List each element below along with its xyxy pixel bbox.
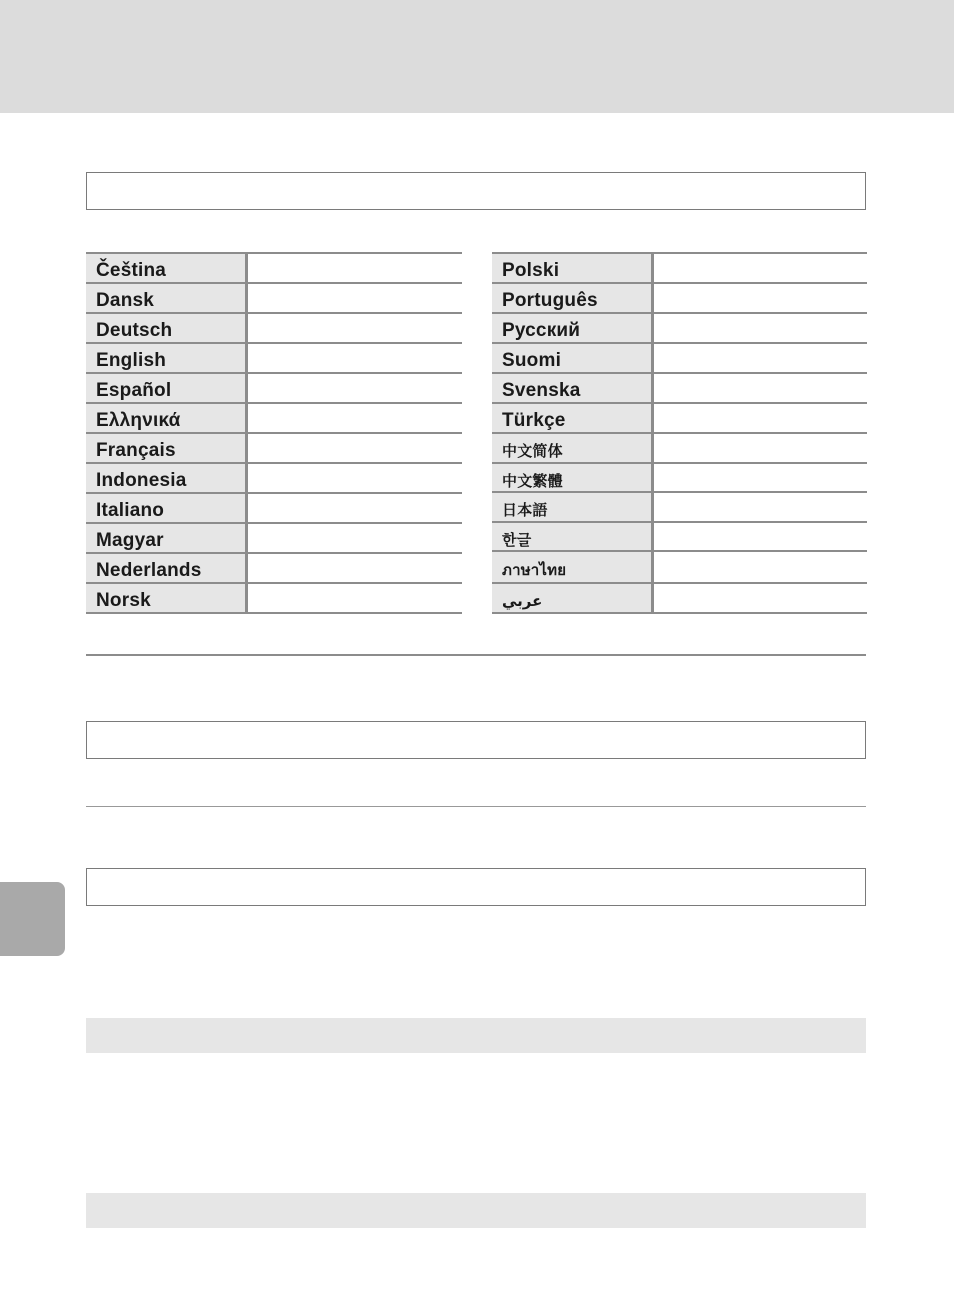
language-description	[247, 433, 462, 463]
language-description	[247, 523, 462, 553]
language-option[interactable]: 中文简体	[492, 433, 653, 463]
table-row	[86, 433, 462, 463]
language-description	[247, 343, 462, 373]
language-option[interactable]: Português	[492, 283, 653, 313]
language-option[interactable]: English	[86, 343, 247, 373]
language-description	[653, 343, 867, 373]
language-option[interactable]: Magyar	[86, 523, 247, 553]
section-divider	[86, 806, 866, 807]
table-row	[492, 373, 867, 403]
language-option[interactable]: Español	[86, 373, 247, 403]
language-option[interactable]: Indonesia	[86, 463, 247, 493]
language-description	[247, 493, 462, 523]
language-description	[653, 253, 867, 283]
table-row	[86, 253, 462, 283]
table-row	[86, 463, 462, 493]
language-description	[653, 403, 867, 433]
language-description	[653, 551, 867, 583]
shaded-band	[86, 1193, 866, 1228]
table-row	[492, 522, 867, 552]
language-description	[653, 313, 867, 343]
table-row	[86, 373, 462, 403]
language-option[interactable]: Русский	[492, 313, 653, 343]
table-row	[86, 493, 462, 523]
language-description	[247, 253, 462, 283]
language-table-left	[86, 252, 462, 614]
language-description	[653, 283, 867, 313]
table-row	[86, 403, 462, 433]
table-row	[492, 403, 867, 433]
chapter-side-tab	[0, 882, 65, 956]
table-row	[86, 553, 462, 583]
language-option[interactable]: عربي	[492, 583, 653, 613]
language-description	[247, 553, 462, 583]
language-option[interactable]: Italiano	[86, 493, 247, 523]
language-option[interactable]: 中文繁體	[492, 463, 653, 493]
language-description	[653, 373, 867, 403]
language-description	[247, 283, 462, 313]
language-table-right	[492, 252, 867, 614]
language-option[interactable]: 한글	[492, 522, 653, 552]
language-description	[247, 463, 462, 493]
language-option[interactable]: Svenska	[492, 373, 653, 403]
section-title-box-2	[86, 721, 866, 759]
section-divider	[86, 654, 866, 656]
table-row	[492, 253, 867, 283]
table-row	[492, 463, 867, 493]
shaded-band	[86, 1018, 866, 1053]
table-row	[492, 492, 867, 522]
language-description	[653, 583, 867, 613]
language-option[interactable]: Ελληνικά	[86, 403, 247, 433]
language-option[interactable]: Français	[86, 433, 247, 463]
table-row	[86, 313, 462, 343]
table-row	[86, 523, 462, 553]
language-description	[247, 403, 462, 433]
language-option[interactable]: Nederlands	[86, 553, 247, 583]
table-row	[492, 551, 867, 583]
table-row	[492, 343, 867, 373]
language-description	[653, 433, 867, 463]
table-row	[86, 583, 462, 613]
language-description	[247, 583, 462, 613]
language-option[interactable]: Suomi	[492, 343, 653, 373]
language-description	[247, 313, 462, 343]
language-option[interactable]: Čeština	[86, 253, 247, 283]
table-row	[492, 583, 867, 613]
table-row	[492, 313, 867, 343]
language-option[interactable]: ภาษาไทย	[492, 551, 653, 583]
table-row	[492, 283, 867, 313]
table-row	[86, 283, 462, 313]
language-description	[653, 463, 867, 493]
language-description	[247, 373, 462, 403]
language-option[interactable]: Türkçe	[492, 403, 653, 433]
table-row	[492, 433, 867, 463]
page-header-band	[0, 0, 954, 113]
section-title-box-language	[86, 172, 866, 210]
language-option[interactable]: 日本語	[492, 492, 653, 522]
section-title-box-3	[86, 868, 866, 906]
language-option[interactable]: Norsk	[86, 583, 247, 613]
language-description	[653, 522, 867, 552]
language-option[interactable]: Deutsch	[86, 313, 247, 343]
language-description	[653, 492, 867, 522]
table-row	[86, 343, 462, 373]
language-option[interactable]: Dansk	[86, 283, 247, 313]
language-option[interactable]: Polski	[492, 253, 653, 283]
